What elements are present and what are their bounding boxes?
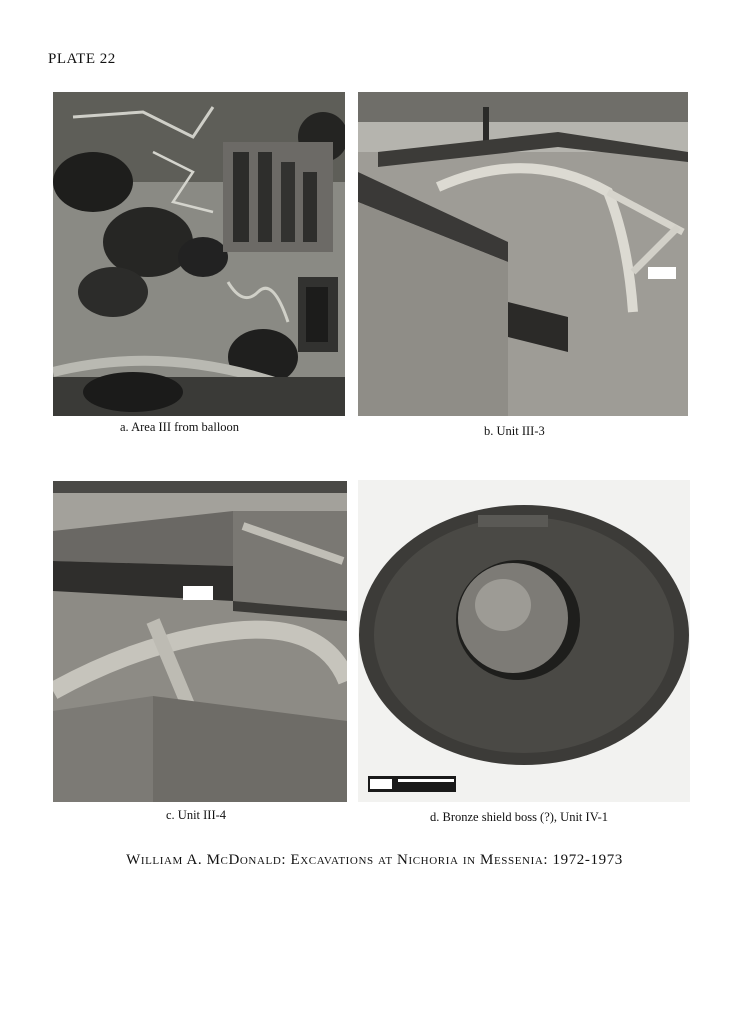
- caption-c: c. Unit III-4: [166, 808, 227, 822]
- publication-footer: William A. McDonald: Excavations at Nichoria in Messenia: 1972-1973: [126, 852, 623, 868]
- caption-d: d. Bronze shield boss (?), Unit IV-1: [430, 810, 608, 824]
- photo-bronze-shield-boss: [358, 480, 690, 802]
- caption-a: a. Area III from balloon: [120, 420, 240, 434]
- plate-label: PLATE 22: [48, 51, 116, 67]
- caption-b: b. Unit III-3: [484, 424, 545, 438]
- photo-unit-iii-4: [53, 481, 347, 802]
- photo-area-iii-aerial: [53, 92, 345, 416]
- photo-unit-iii-3: [358, 92, 688, 416]
